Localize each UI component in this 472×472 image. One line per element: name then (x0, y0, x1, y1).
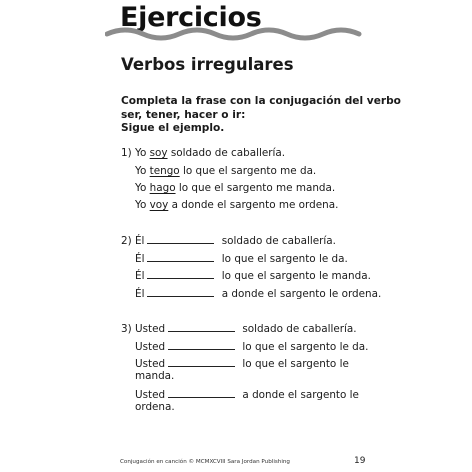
answer-blank[interactable] (168, 340, 235, 350)
subject: Yo (135, 165, 147, 177)
sentence-rest: lo que el sargento me da. (182, 165, 317, 177)
example-verb: hago (149, 182, 176, 194)
sentence-rest: lo que el sargento le (242, 358, 349, 370)
sentence-rest: soldado de caballería. (242, 323, 357, 335)
exercise-number: 1) (121, 147, 132, 159)
subject: Yo (134, 147, 147, 159)
page-title: Ejercicios (120, 2, 262, 33)
sentence-rest: lo que el sargento le da. (242, 341, 369, 353)
exercise-2-line-4 (135, 287, 381, 301)
answer-blank[interactable] (147, 252, 214, 262)
instructions (121, 95, 401, 136)
answer-blank[interactable] (147, 287, 214, 297)
section-subtitle: Verbos irregulares (121, 55, 294, 74)
exercise-2-line-3 (135, 269, 371, 283)
answer-blank[interactable] (147, 234, 214, 244)
exercise-3-line-3-cont: manda. (135, 370, 175, 382)
exercise-number: 3) (121, 323, 132, 335)
subject: Yo (135, 199, 147, 211)
exercise-3-line-2 (135, 340, 368, 354)
exercise-number: 2) (121, 235, 132, 247)
sentence-rest: soldado de caballería. (170, 147, 286, 159)
exercise-3-line-3 (135, 357, 349, 371)
exercise-1-line-4 (135, 199, 338, 212)
sentence-rest: lo que el sargento me manda. (178, 182, 336, 194)
page-number: 19 (354, 456, 366, 466)
wavy-divider (105, 25, 367, 43)
subject: Usted (135, 389, 166, 401)
answer-blank[interactable] (168, 388, 235, 398)
subject: Usted (134, 323, 166, 335)
instruction-line: Completa la frase con la conjugación del verbo (121, 95, 401, 107)
subject: Él (135, 288, 145, 300)
exercise-1-line-1 (121, 147, 285, 160)
sentence-rest: lo que el sargento le da. (221, 253, 348, 265)
exercise-1-line-3 (135, 182, 335, 195)
instruction-line: ser, tener, hacer o ir: (121, 108, 246, 121)
subject: Usted (135, 341, 166, 353)
sentence-rest: a donde el sargento le (242, 389, 359, 401)
exercise-3-line-1 (121, 322, 357, 336)
instruction-line: Sigue el ejemplo. (121, 122, 225, 135)
sentence-rest: a donde el sargento le ordena. (221, 288, 382, 300)
example-verb: voy (149, 199, 169, 211)
subject: Yo (135, 182, 147, 194)
subject: Él (135, 253, 145, 265)
sentence-rest: lo que el sargento le manda. (221, 270, 371, 282)
subject: Él (134, 235, 145, 247)
answer-blank[interactable] (147, 269, 214, 279)
answer-blank[interactable] (168, 322, 235, 332)
example-verb: soy (149, 147, 168, 159)
answer-blank[interactable] (168, 357, 235, 367)
subject: Usted (135, 358, 166, 370)
sentence-rest: a donde el sargento me ordena. (171, 199, 339, 211)
exercise-2-line-2 (135, 252, 348, 266)
exercise-1-line-2 (135, 165, 316, 178)
exercise-3-line-4 (135, 388, 359, 402)
sentence-rest: soldado de caballería. (221, 235, 336, 247)
example-verb: tengo (149, 165, 180, 177)
footer-credit: Conjugación en canción © MCMXCVIII Sara Jordan Publishing (120, 459, 290, 465)
exercise-3-line-4-cont: ordena. (135, 401, 175, 413)
exercise-2-line-1 (121, 234, 336, 248)
subject: Él (135, 270, 145, 282)
